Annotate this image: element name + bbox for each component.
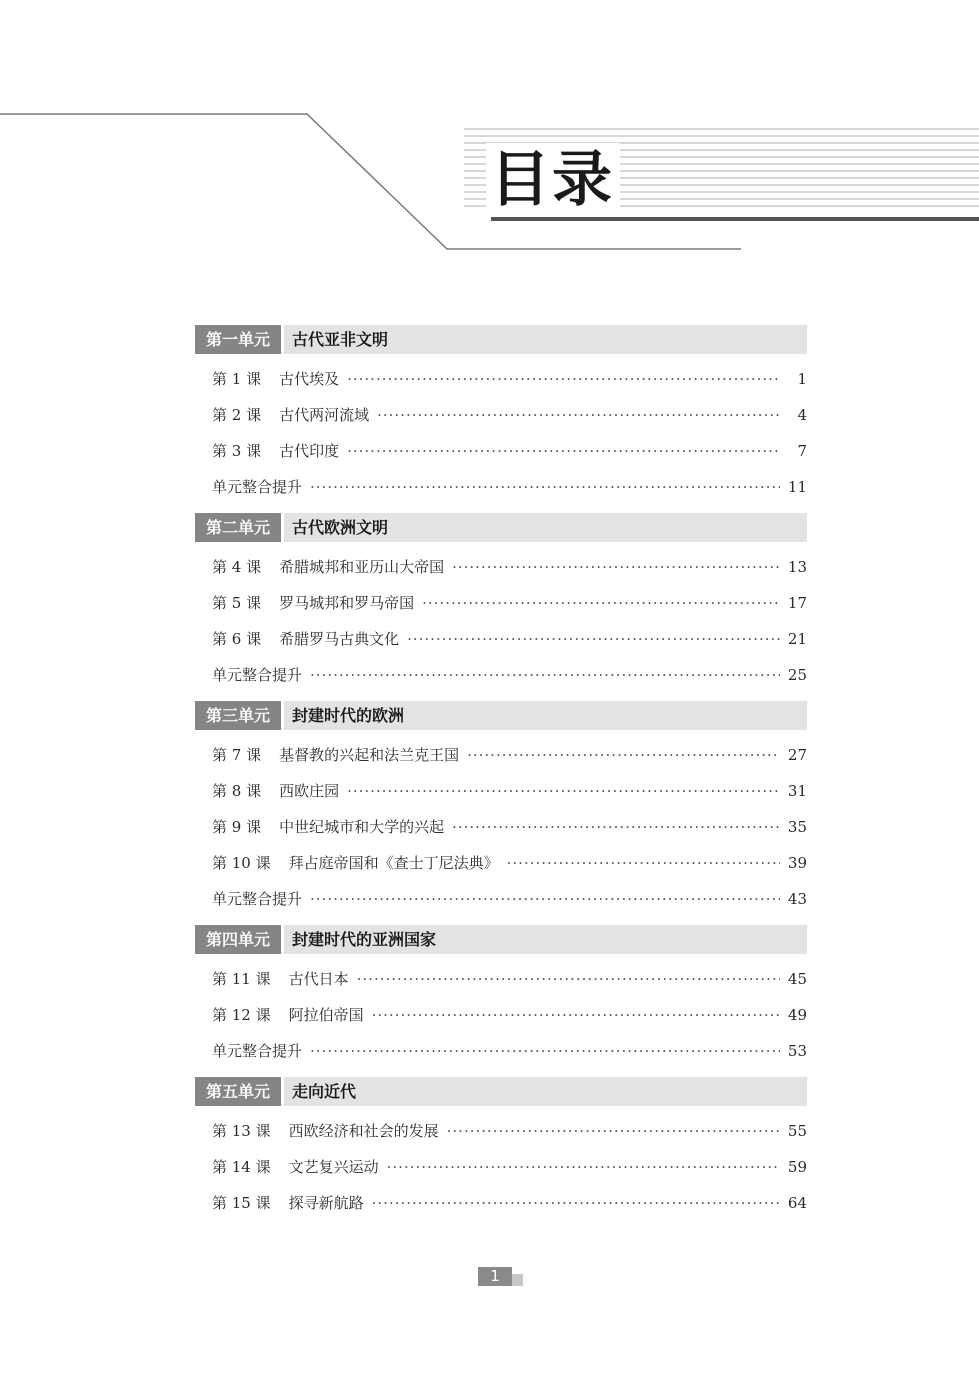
unit-title: 封建时代的欧洲 — [284, 701, 807, 730]
page-ref: 43 — [787, 890, 807, 908]
entry-title: 单元整合提升 — [212, 890, 303, 908]
dot-leader — [447, 1113, 780, 1149]
dot-leader — [347, 773, 780, 809]
page-ref: 25 — [787, 666, 807, 684]
lesson-number: 第 2 课 — [212, 406, 262, 424]
dot-leader — [452, 809, 780, 845]
unit-header — [195, 325, 807, 354]
page-ref: 49 — [787, 1006, 807, 1024]
entry-title: 西欧庄园 — [279, 782, 340, 800]
entry-title: 单元整合提升 — [212, 1042, 303, 1060]
table-of-contents — [195, 325, 807, 1229]
page-ref: 39 — [787, 854, 807, 872]
toc-entry[interactable] — [195, 773, 807, 809]
toc-entry[interactable] — [195, 397, 807, 433]
page-number: 1 — [478, 1267, 512, 1286]
toc-entry[interactable] — [195, 433, 807, 469]
unit-title: 封建时代的亚洲国家 — [284, 925, 807, 954]
toc-entry[interactable] — [195, 1185, 807, 1221]
page-ref: 7 — [797, 442, 807, 460]
dot-leader — [507, 845, 780, 881]
page-ref: 64 — [787, 1194, 807, 1212]
toc-entry[interactable] — [195, 549, 807, 585]
unit-header — [195, 1077, 807, 1106]
unit-section — [195, 925, 807, 1069]
lesson-number: 第 6 课 — [212, 630, 262, 648]
unit-section — [195, 1077, 807, 1221]
lesson-number: 第 14 课 — [212, 1158, 271, 1176]
entry-title: 希腊罗马古典文化 — [279, 630, 400, 648]
unit-section — [195, 701, 807, 917]
page-ref: 59 — [787, 1158, 807, 1176]
unit-header — [195, 925, 807, 954]
unit-label: 第二单元 — [195, 513, 281, 542]
dot-leader — [347, 361, 781, 397]
entry-title: 文艺复兴运动 — [288, 1158, 379, 1176]
lesson-number: 第 3 课 — [212, 442, 262, 460]
unit-header — [195, 513, 807, 542]
unit-label: 第三单元 — [195, 701, 281, 730]
entry-title: 基督教的兴起和法兰克王国 — [279, 746, 460, 764]
lesson-number: 第 11 课 — [212, 970, 271, 988]
dot-leader — [387, 1149, 780, 1185]
toc-entry[interactable] — [195, 621, 807, 657]
unit-title: 古代欧洲文明 — [284, 513, 807, 542]
entry-title: 西欧经济和社会的发展 — [288, 1122, 439, 1140]
lesson-number: 第 8 课 — [212, 782, 262, 800]
unit-section — [195, 325, 807, 505]
lesson-number: 第 13 课 — [212, 1122, 271, 1140]
entry-title: 单元整合提升 — [212, 666, 303, 684]
lesson-number: 第 15 课 — [212, 1194, 271, 1212]
page-ref: 11 — [787, 478, 807, 496]
unit-header — [195, 701, 807, 730]
lesson-number: 第 1 课 — [212, 370, 262, 388]
title-underbar — [491, 217, 979, 221]
lesson-number: 第 10 课 — [212, 854, 271, 872]
page-ref: 27 — [787, 746, 807, 764]
entry-title: 中世纪城市和大学的兴起 — [279, 818, 445, 836]
dot-leader — [407, 621, 780, 657]
dot-leader — [372, 997, 780, 1033]
dot-leader — [372, 1185, 780, 1221]
lesson-number: 第 12 课 — [212, 1006, 271, 1024]
page-ref: 21 — [787, 630, 807, 648]
entry-title: 古代印度 — [279, 442, 340, 460]
toc-entry[interactable] — [195, 1033, 807, 1069]
dot-leader — [310, 657, 780, 693]
entry-title: 拜占庭帝国和《查士丁尼法典》 — [288, 854, 499, 872]
lesson-number: 第 4 课 — [212, 558, 262, 576]
toc-entry[interactable] — [195, 1149, 807, 1185]
page-ref: 1 — [797, 370, 807, 388]
entry-title: 单元整合提升 — [212, 478, 303, 496]
unit-section — [195, 513, 807, 693]
entry-title: 希腊城邦和亚历山大帝国 — [279, 558, 445, 576]
unit-title: 古代亚非文明 — [284, 325, 807, 354]
dot-leader — [310, 1033, 780, 1069]
toc-entry[interactable] — [195, 361, 807, 397]
entry-title: 罗马城邦和罗马帝国 — [279, 594, 415, 612]
entry-title: 古代两河流域 — [279, 406, 370, 424]
page-ref: 53 — [787, 1042, 807, 1060]
toc-entry[interactable] — [195, 585, 807, 621]
toc-entry[interactable] — [195, 997, 807, 1033]
page-number-tab-notch — [512, 1267, 523, 1274]
dot-leader — [347, 433, 781, 469]
entry-title: 阿拉伯帝国 — [288, 1006, 364, 1024]
page-ref: 31 — [787, 782, 807, 800]
unit-label: 第一单元 — [195, 325, 281, 354]
page-ref: 4 — [797, 406, 807, 424]
page-ref: 45 — [787, 970, 807, 988]
unit-title: 走向近代 — [284, 1077, 807, 1106]
dot-leader — [452, 549, 780, 585]
unit-label: 第五单元 — [195, 1077, 281, 1106]
toc-entry[interactable] — [195, 881, 807, 917]
toc-entry[interactable] — [195, 845, 807, 881]
dot-leader — [310, 881, 780, 917]
toc-entry[interactable] — [195, 737, 807, 773]
lesson-number: 第 7 课 — [212, 746, 262, 764]
toc-entry[interactable] — [195, 809, 807, 845]
unit-label: 第四单元 — [195, 925, 281, 954]
lesson-number: 第 5 课 — [212, 594, 262, 612]
toc-entry[interactable] — [195, 469, 807, 505]
dot-leader — [310, 469, 780, 505]
toc-entry[interactable] — [195, 961, 807, 997]
toc-entry[interactable] — [195, 657, 807, 693]
dot-leader — [377, 397, 781, 433]
toc-entry[interactable] — [195, 1113, 807, 1149]
page-ref: 55 — [787, 1122, 807, 1140]
dot-leader — [422, 585, 780, 621]
dot-leader — [467, 737, 780, 773]
entry-title: 探寻新航路 — [288, 1194, 364, 1212]
page-ref: 17 — [787, 594, 807, 612]
page-title: 目录 — [486, 143, 620, 217]
entry-title: 古代埃及 — [279, 370, 340, 388]
dot-leader — [357, 961, 780, 997]
page-ref: 13 — [787, 558, 807, 576]
entry-title: 古代日本 — [288, 970, 349, 988]
page-ref: 35 — [787, 818, 807, 836]
lesson-number: 第 9 课 — [212, 818, 262, 836]
